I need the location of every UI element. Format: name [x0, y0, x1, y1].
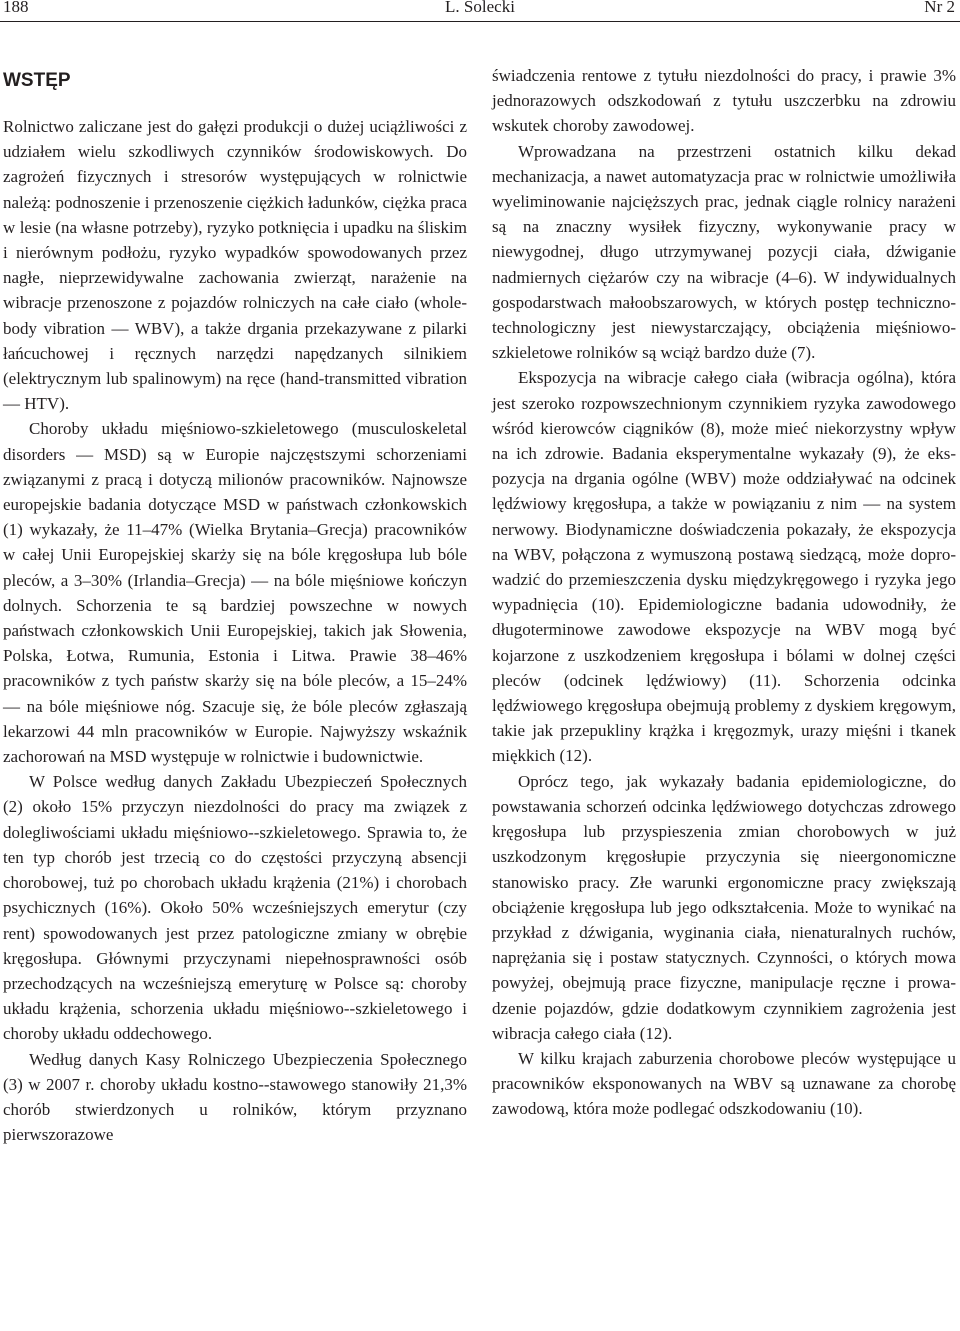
paragraph: Oprócz tego, jak wykazały badania epidemiologiczne, do powstawania schorzeń odcinka lędźwiowego dotychczas zdrowego kręgosłupa lub przyspieszenia zmian chorobowych w już uszkodzonym kręgosłupie przyczynia się nieergonomiczne stanowisko pracy. Złe warunki ergonomiczne pracy zwiększają obciążenie kręgosłupa lub jego odkształcenia. Może to wynikać na przykład z dźwigania, wyginania ciała, nienaturalnych ruchów, naprężania się i postaw statycznych. Czynności, o których mowa powyżej, obejmują prace fizyczne, manipulacje ręczne i prowadzenie pojazdów, gdzie dodatkowym czynnikiem zagrożenia jest wibracja całego ciała (12). — [492, 771, 956, 1043]
paragraph: Rolnictwo zaliczane jest do gałęzi produkcji o dużej uciążliwości z udziałem wielu szkodliwych czynników środowiskowych. Do zagrożeń fizycznych i stresorów występujących w rolnictwie należą: podnoszenie i przenoszenie ciężkich ładunków, ciężka praca w lesie (na własne potrzeby), ryzyko potknięcia i upadku na śliskim i nierównym podłożu, ryzyko wypadków spowodowanych przez nagłe, nieprzewidywalne zachowania zwierząt, narażenie na wibracje przenoszone z pojazdów rolniczych na całe ciało (whole-body vibration — WBV), a także drgania przekazywane z pilarki łańcuchowej i ręcznych narzędzi napędzanych silnikiem (elektrycznym lub spalinowym) na ręce (hand-transmitted vibration — HTV). — [3, 117, 467, 414]
paragraph: Choroby układu mięśniowo-szkieletowego (musculoskeletal disorders — MSD) są w Europie najczęstszymi schorzeniami związanymi z pracą i dotyczą milionów pracowników. Najnowsze europejskie badania dotyczące MSD w państwach członkowskich (1) wykazały, że 11–47% (Wielka Brytania–Grecja) pracowników w całej Unii Europejskiej skarży się na bóle kręgosłupa lub bóle pleców, a 3–30% (Irlandia–Grecja) — na bóle mięśniowe kończyn dolnych. Schorzenia te są bardziej powszechne w nowych państwach członkowskich Unii Europejskiej, takich jak Słowenia, Polska, Łotwa, Rumunia, Estonia i Litwa. Prawie 38–46% pracowników z tych państw skarży się na bóle pleców, a 15–24% — na bóle mięśniowe nóg. Szacuje się, że bóle pleców zgłaszają lekarzowi 44 mln pracowników w Europie. Najwyższy wskaźnik zachorowań na MSD występuje w rolnictwie i budownictwie. — [3, 419, 467, 767]
section-heading: WSTĘP — [3, 70, 71, 91]
paragraph: świadczenia rentowe z tytułu niezdolności do pracy, i prawie 3% jednorazowych odszkodowań z tytułu uszczerbku na zdrowiu wskutek choroby zawodowej. — [492, 66, 956, 136]
running-header — [0, 0, 960, 21]
page-number: 188 — [3, 0, 29, 16]
left-column — [3, 114, 467, 1147]
paragraph: W kilku krajach zaburzenia chorobowe pleców występujące u pracowników eksponowanych na WBV są uznawane za chorobę zawodową, która może podlegać odszkodowaniu (10). — [492, 1048, 956, 1119]
header-rule — [0, 21, 960, 22]
paragraph: Wprowadzana na przestrzeni ostatnich kilku dekad mechanizacja, a nawet automatyzacja prac w rolnictwie umożliwiła wyeliminowanie najcięższych prac, jednak ciągle rolnicy narażeni są na znaczny wysiłek fizyczny, wykonywanie pracy w niewygodnej, długo utrzymywanej pozycji ciała, dźwiganie nadmiernych ciężarów czy na wibracje (4–6). W indywidualnych gospodarstwach małoobszarowych, w których postęp techniczno-technologiczny jest niewystarczający, obciążenia mięśniowo-szkieletowe rolników są wciąż bardzo duże (7). — [492, 141, 956, 363]
paragraph: Według danych Kasy Rolniczego Ubezpieczenia Społecznego (3) w 2007 r. choroby układu kostno--stawowego stanowiły 21,3% chorób stwierdzonych u rolników, którym przyznano pierwszorazowe — [3, 1049, 467, 1145]
paragraph: W Polsce według danych Zakładu Ubezpieczeń Społecznych (2) około 15% przyczyn niezdolności do pracy ma związek z dolegliwościami układu mięśniowo--szkieletowego. Sprawia to, że ten typ chorób jest trzecią co do częstości przyczyną absencji chorobowej, tuż po chorobach układu krążenia (21%) i chorobach psychicznych (16%). Około 50% wcześniejszych emerytur (czy rent) spowodowanych jest przez patologiczne zmiany w obrębie kręgosłupa. Głównymi przyczynami niepełnosprawności osób przechodzących na wcześniejszą emeryturę w Polsce są: choroby układu krążenia, schorzenia układu mięśniowo--szkieletowego i choroby układu oddechowego. — [3, 772, 467, 1044]
issue-number: Nr 2 — [924, 0, 955, 16]
paragraph: Ekspozycja na wibracje całego ciała (wibracja ogólna), która jest szeroko rozpowszechnionym czynnikiem ryzyka zawodowego wśród kierowców ciągników (8), może mieć niekorzystny wpływ na ich zdrowie. Badania eksperymentalne wykazały (9), że ekspozycja na drgania ogólne (WBV) może oddziaływać na odcinek lędźwiowy kręgosłupa, a także w powiązaniu z nim — na system nerwowy. Biodynamiczne doświadczenia pokazały, że ekspozycja na WBV, połączona z wymuszoną postawą siedzącą, może doprowadzić do przemieszczenia dysku międzykręgowego i ryzyka jego wypadnięcia (10). Epidemiologiczne badania udowodniły, że długoterminowe zawodowe ekspozycje na WBV mogą być kojarzone z uszkodzeniem kręgosłupa i bólami w dolnej części pleców (odcinek lędźwiowy) (11). Schorzenia odcinka lędźwiowego kręgosłupa obejmują problemy z dyskiem kręgowym, takie jak przepukliny krążka i kręgozmyk, urazy mięśni i tkanek miękkich (12). — [492, 368, 956, 766]
running-author: L. Solecki — [445, 0, 515, 16]
right-column — [492, 63, 956, 1122]
